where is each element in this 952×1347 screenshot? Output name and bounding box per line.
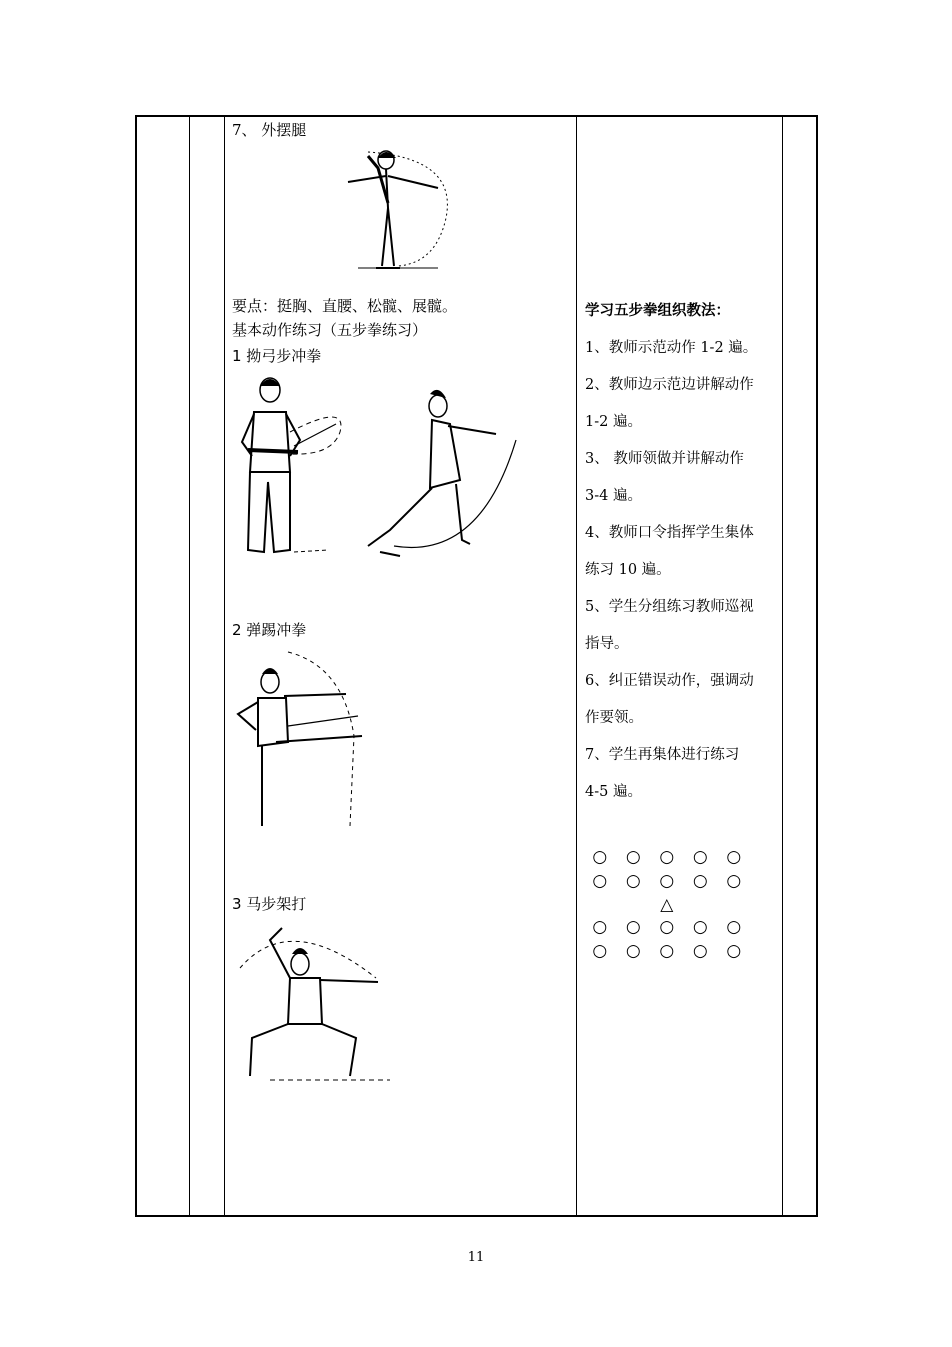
move-3-label: 3 马步架打 — [232, 895, 307, 913]
teaching-line: 6、纠正错误动作，强调动 — [585, 673, 754, 689]
teaching-line: 1-2 遍。 — [585, 414, 642, 430]
column-divider — [224, 117, 225, 1215]
student-marker: ○ — [592, 847, 608, 867]
student-marker: ○ — [692, 871, 708, 891]
student-marker: ○ — [659, 941, 675, 961]
move-1-label: 1 拗弓步冲拳 — [232, 347, 322, 365]
move-3-horse-stance-block-punch-figure — [230, 920, 400, 1085]
teaching-line: 3-4 遍。 — [585, 488, 642, 504]
student-marker: ○ — [592, 917, 608, 937]
move-1-bow-stance-punch-figure — [360, 380, 525, 560]
student-marker: ○ — [692, 847, 708, 867]
class-formation-diagram — [583, 845, 753, 963]
student-marker: ○ — [726, 941, 742, 961]
student-marker: ○ — [659, 871, 675, 891]
student-marker: ○ — [592, 941, 608, 961]
move-2-label: 2 弹踢冲拳 — [232, 621, 307, 639]
move-2-snap-kick-punch-figure — [228, 646, 378, 831]
student-row — [583, 915, 753, 939]
student-marker: ○ — [625, 847, 641, 867]
teaching-line: 5、学生分组练习教师巡视 — [585, 599, 754, 615]
teaching-line: 练习 10 遍。 — [585, 562, 671, 578]
teaching-line: 4、教师口令指挥学生集体 — [585, 525, 754, 541]
student-marker: ○ — [692, 917, 708, 937]
teaching-line: 7、学生再集体进行练习 — [585, 747, 740, 763]
student-marker: ○ — [692, 941, 708, 961]
teaching-method-column — [585, 300, 780, 818]
teacher-marker: △ — [660, 895, 674, 915]
teacher-row — [583, 893, 753, 915]
teaching-line: 2、教师边示范边讲解动作 — [585, 377, 754, 393]
teaching-line: 指导。 — [585, 636, 629, 652]
student-marker: ○ — [659, 847, 675, 867]
page-number: 11 — [467, 1250, 485, 1265]
teaching-line: 4-5 遍。 — [585, 784, 642, 800]
section-7-key-points: 要点：挺胸、直腰、松髋、展髋。 — [232, 297, 458, 315]
student-marker: ○ — [625, 917, 641, 937]
student-marker: ○ — [726, 871, 742, 891]
student-marker: ○ — [625, 871, 641, 891]
teaching-method-heading: 学习五步拳组织教法： — [585, 302, 730, 319]
section-7-heading: 7、 外摆腿 — [232, 121, 307, 139]
teaching-line: 1、教师示范动作 1-2 遍。 — [585, 340, 758, 356]
student-row — [583, 869, 753, 893]
move-1-ready-stance-figure — [228, 372, 358, 562]
column-divider — [189, 117, 190, 1215]
student-marker: ○ — [726, 847, 742, 867]
teaching-line: 3、 教师领做并讲解动作 — [585, 451, 744, 467]
student-row — [583, 845, 753, 869]
student-marker: ○ — [726, 917, 742, 937]
student-marker: ○ — [592, 871, 608, 891]
basic-practice-title: 基本动作练习（五步拳练习） — [232, 321, 428, 339]
student-marker: ○ — [659, 917, 675, 937]
student-marker: ○ — [625, 941, 641, 961]
column-divider — [576, 117, 577, 1215]
student-row — [583, 939, 753, 963]
outward-swing-kick-figure — [338, 148, 458, 278]
column-divider — [782, 117, 783, 1215]
teaching-line: 作要领。 — [585, 710, 643, 726]
